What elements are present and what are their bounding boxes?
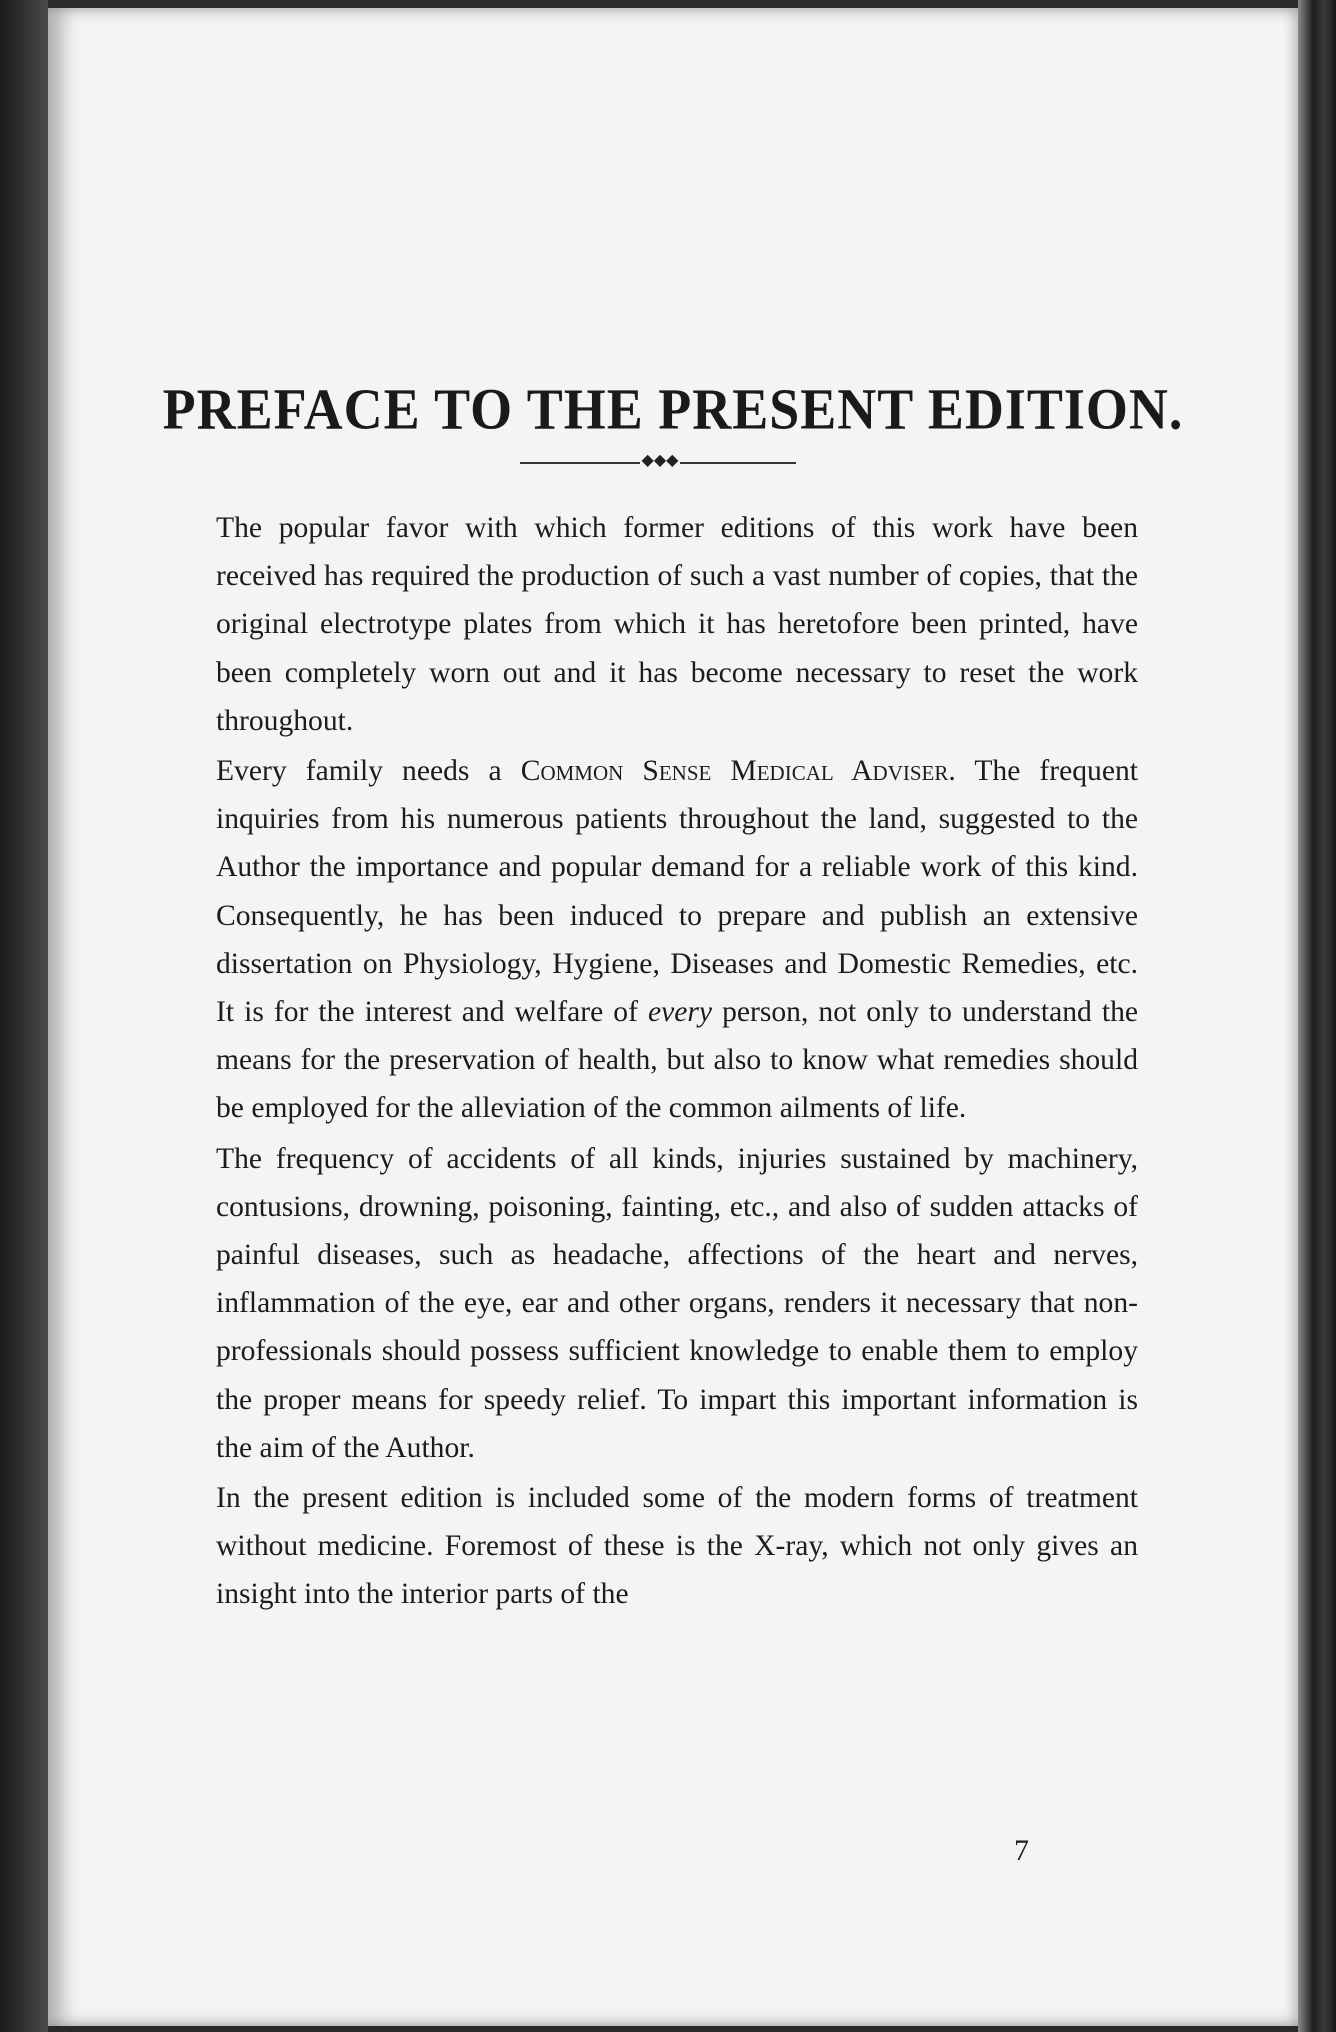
page-title: PREFACE TO THE PRESENT EDITION. xyxy=(162,376,1184,442)
preface-body xyxy=(216,504,1138,1619)
paragraph-2-end: person, not only to understand the means for the preservation of health, but also to know what remedies should be employed for the alleviation of the common ailments of life. xyxy=(216,996,1138,1125)
paragraph-2-middle: The frequent inquiries from his numerous patients throughout the land, suggested to the Author the importance and popular demand for a reliable work of this kind. Consequently, he has been induced to prepare and publish an extensive dissertation on Physiology, Hygiene, Diseases and Domestic Remedies, etc. It is for the interest and welfare of xyxy=(216,755,1138,1029)
paragraph-3 xyxy=(216,1135,1138,1472)
page-number: 7 xyxy=(1014,1834,1029,1867)
ornament-divider: ◆◆◆ xyxy=(641,450,679,469)
emphasis-every: every xyxy=(647,996,713,1029)
paragraph-3-text: The frequency of accidents of all kinds, injuries sustained by machinery, contusions, drowning, poisoning, fainting, etc., and also of sudden attacks of painful diseases, such as headache, affections of the heart and nerves, inflammation of the eye, ear and other organs, renders it necessary that non-professionals should possess sufficient knowledge to enable them to employ the proper means for speedy relief. To impart this important information is the aim of the Author. xyxy=(216,1142,1138,1464)
paragraph-1-text: The popular favor with which former editions of this work have been received has required the production of such a vast number of copies, that the original electrotype plates from which it has heretofore been printed, have been completely worn out and it has become necessary to reset the work throughout. xyxy=(216,512,1138,737)
paragraph-2-lead: Every family needs a xyxy=(216,755,521,788)
binding-shadow xyxy=(0,0,48,2032)
paragraph-4 xyxy=(216,1474,1138,1619)
paragraph-2 xyxy=(216,747,1138,1133)
book-title-smallcaps: Common Sense Medical Adviser. xyxy=(520,755,956,788)
page-edge xyxy=(1298,0,1336,2032)
paragraph-1 xyxy=(216,504,1138,745)
paragraph-4-text: In the present edition is included some of the modern forms of treatment without medicine. Foremost of these is the X-ray, which not only gives an insight into the interior parts of the xyxy=(216,1482,1138,1611)
